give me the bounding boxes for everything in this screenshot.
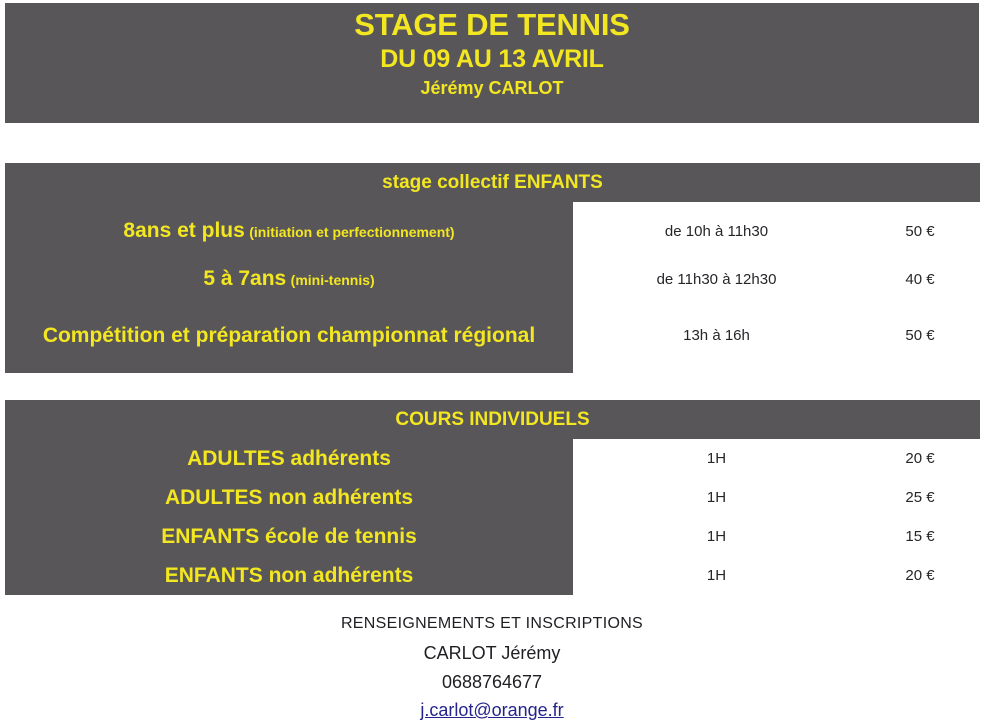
- category-main-label: 5 à 7ans: [203, 267, 287, 290]
- price-cell: 50 €: [860, 298, 980, 373]
- table-stage-collectif-enfants: [5, 163, 980, 373]
- contact-name: CARLOT Jérémy: [423, 643, 561, 663]
- time-cell: 1H: [573, 517, 860, 556]
- contact-email-link[interactable]: j.carlot@orange.fr: [420, 700, 564, 720]
- time-cell: 13h à 16h: [573, 298, 860, 373]
- price-cell: 25 €: [860, 478, 980, 517]
- time-cell: 1H: [573, 439, 860, 478]
- price-cell: 20 €: [860, 439, 980, 478]
- time-cell: de 11h30 à 12h30: [573, 260, 860, 298]
- table-row: [5, 439, 980, 478]
- header-banner: [5, 3, 979, 123]
- category-main-label: ENFANTS école de tennis: [161, 524, 417, 548]
- table-row: [5, 517, 980, 556]
- section-heading-enfants: stage collectif ENFANTS: [5, 163, 980, 202]
- time-cell: 1H: [573, 556, 860, 595]
- category-cell: [5, 478, 573, 517]
- contact-heading: RENSEIGNEMENTS ET INSCRIPTIONS: [340, 615, 644, 632]
- time-cell: de 10h à 11h30: [573, 202, 860, 260]
- category-main-label: 8ans et plus: [123, 219, 245, 242]
- table-row: [5, 298, 980, 373]
- category-main-label: ENFANTS non adhérents: [164, 563, 414, 587]
- price-cell: 15 €: [860, 517, 980, 556]
- category-note-label: (initiation et perfectionnement): [249, 224, 455, 240]
- category-cell: [5, 202, 573, 260]
- contact-phone: 0688764677: [441, 672, 543, 692]
- price-cell: 20 €: [860, 556, 980, 595]
- table-row: [5, 478, 980, 517]
- table-section-header-row: [5, 163, 980, 202]
- poster-dates: DU 09 AU 13 AVRIL: [380, 45, 604, 73]
- category-main-label: Compétition et préparation championnat régional: [42, 323, 536, 347]
- table-cours-individuels: [5, 400, 980, 595]
- poster-author: Jérémy CARLOT: [420, 78, 564, 98]
- category-cell: [5, 298, 573, 373]
- category-cell: [5, 439, 573, 478]
- category-main-label: ADULTES non adhérents: [164, 485, 414, 509]
- contact-block: [0, 610, 984, 724]
- price-cell: 40 €: [860, 260, 980, 298]
- category-cell: [5, 517, 573, 556]
- category-note-label: (mini-tennis): [290, 272, 375, 288]
- category-main-label: ADULTES adhérents: [187, 446, 391, 470]
- table-section-header-row: [5, 400, 980, 439]
- table-row: [5, 202, 980, 260]
- section-heading-individuels: COURS INDIVIDUELS: [5, 400, 980, 439]
- poster-title: STAGE DE TENNIS: [354, 7, 630, 42]
- table-row: [5, 260, 980, 298]
- category-cell: [5, 556, 573, 595]
- contact-email-wrap: [0, 696, 984, 724]
- time-cell: 1H: [573, 478, 860, 517]
- table-row: [5, 556, 980, 595]
- category-cell: [5, 260, 573, 298]
- price-cell: 50 €: [860, 202, 980, 260]
